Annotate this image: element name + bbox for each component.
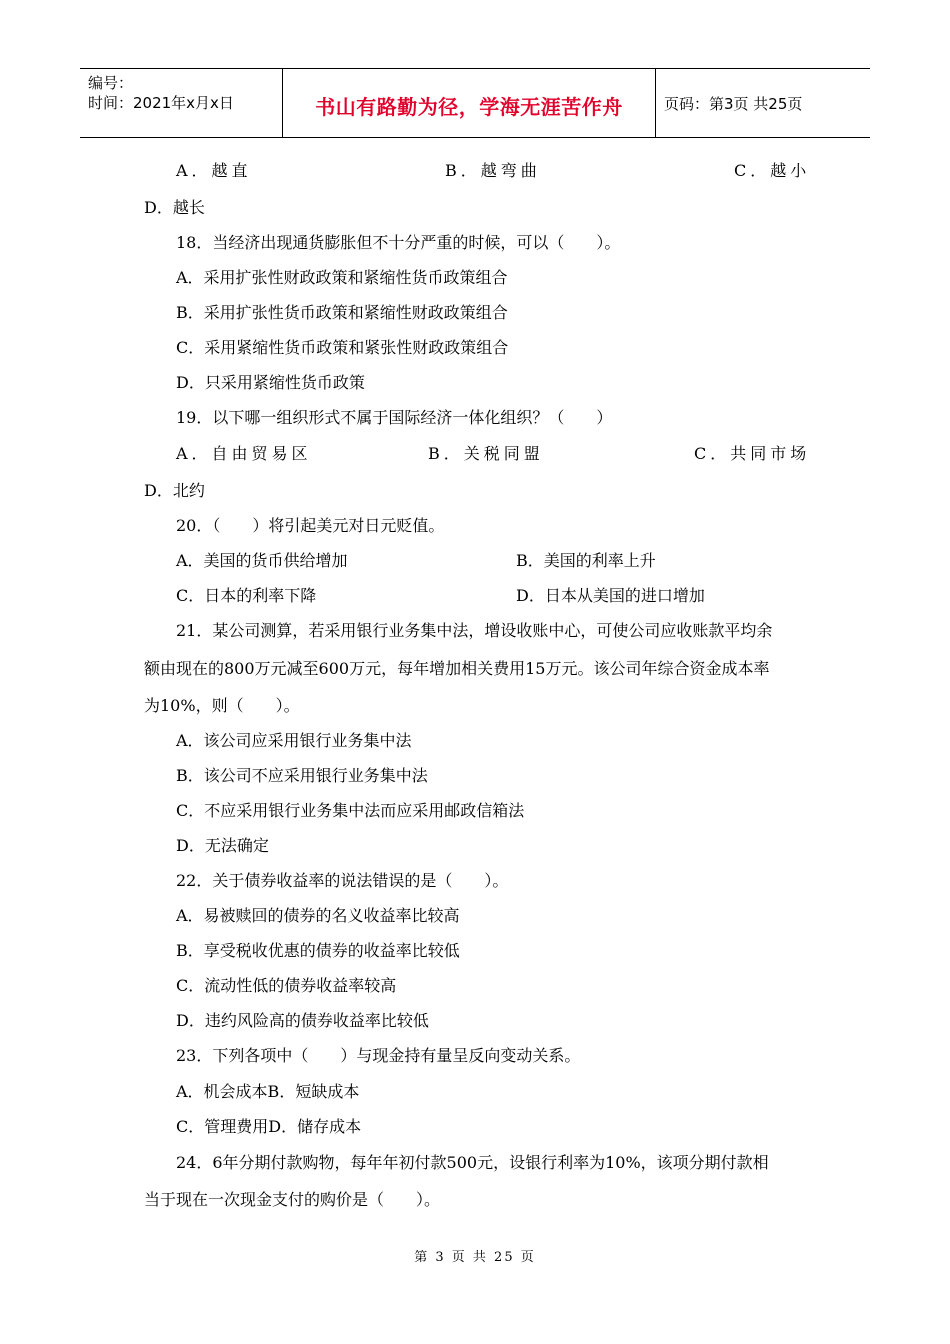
q20-option-d: D．日本从美国的进口增加 [516,586,705,605]
q21-option-b: B．该公司不应采用银行业务集中法 [176,766,428,785]
question-24-line-2: 当于现在一次现金支付的购价是（ ）。 [144,1190,441,1209]
question-19: 19．以下哪一组织形式不属于国际经济一体化组织？（ ） [176,408,613,427]
q18-option-d: D．只采用紧缩性货币政策 [176,373,365,392]
page-header [80,68,870,138]
header-page-info: 页码：第3页 共25页 [664,95,803,113]
header-middle-cell [283,69,656,137]
q19-option-d: D．北约 [144,481,205,500]
q23-options-cd: C．管理费用D．储存成本 [176,1117,362,1136]
q19-option-c: C．共同市场 [694,444,811,463]
question-23: 23．下列各项中（ ）与现金持有量呈反向变动关系。 [176,1046,581,1065]
question-21-line-3: 为10%，则（ ）。 [144,696,300,715]
q19-option-a: A．自由贸易区 [176,444,312,463]
q17-option-d: D．越长 [144,198,205,217]
q19-option-b: B．关税同盟 [428,444,544,463]
q17-option-c: C．越小 [734,161,811,180]
number-label: 编号： [88,74,134,92]
q17-option-b: B．越弯曲 [445,161,541,180]
header-right-cell [656,69,870,137]
header-motto: 书山有路勤为径，学海无涯苦作舟 [315,95,623,119]
q17-option-a: A．越直 [176,161,252,180]
question-21-line-1: 21．某公司测算，若采用银行业务集中法，增设收账中心，可使公司应收账款平均余 [176,621,773,640]
q21-option-c: C．不应采用银行业务集中法而应采用邮政信箱法 [176,801,525,820]
q23-options-ab: A．机会成本B．短缺成本 [176,1082,360,1101]
q21-option-d: D．无法确定 [176,836,269,855]
q18-option-a: A．采用扩张性财政政策和紧缩性货币政策组合 [176,268,508,287]
q22-option-b: B．享受税收优惠的债券的收益率比较低 [176,941,460,960]
question-21-line-2: 额由现在的800万元减至600万元，每年增加相关费用15万元。该公司年综合资金成本率 [144,659,770,678]
q22-option-a: A．易被赎回的债券的名义收益率比较高 [176,906,460,925]
q20-option-a: A．美国的货币供给增加 [176,551,348,570]
q20-option-c: C．日本的利率下降 [176,586,317,605]
q18-option-c: C．采用紧缩性货币政策和紧张性财政政策组合 [176,338,509,357]
q18-option-b: B．采用扩张性货币政策和紧缩性财政政策组合 [176,303,508,322]
question-18: 18．当经济出现通货膨胀但不十分严重的时候，可以（ ）。 [176,233,621,252]
question-22: 22．关于债券收益率的说法错误的是（ ）。 [176,871,509,890]
header-left-cell [80,69,283,137]
q21-option-a: A．该公司应采用银行业务集中法 [176,731,412,750]
page-footer: 第 3 页 共 25 页 [414,1250,536,1265]
q22-option-d: D．违约风险高的债券收益率比较低 [176,1011,429,1030]
q20-option-b: B．美国的利率上升 [516,551,656,570]
question-20: 20．（ ）将引起美元对日元贬值。 [176,516,445,535]
time-label: 时间：2021年x月x日 [88,94,234,112]
question-24-line-1: 24．6年分期付款购物，每年年初付款500元，设银行利率为10%，该项分期付款相 [176,1153,769,1172]
q22-option-c: C．流动性低的债券收益率较高 [176,976,397,995]
